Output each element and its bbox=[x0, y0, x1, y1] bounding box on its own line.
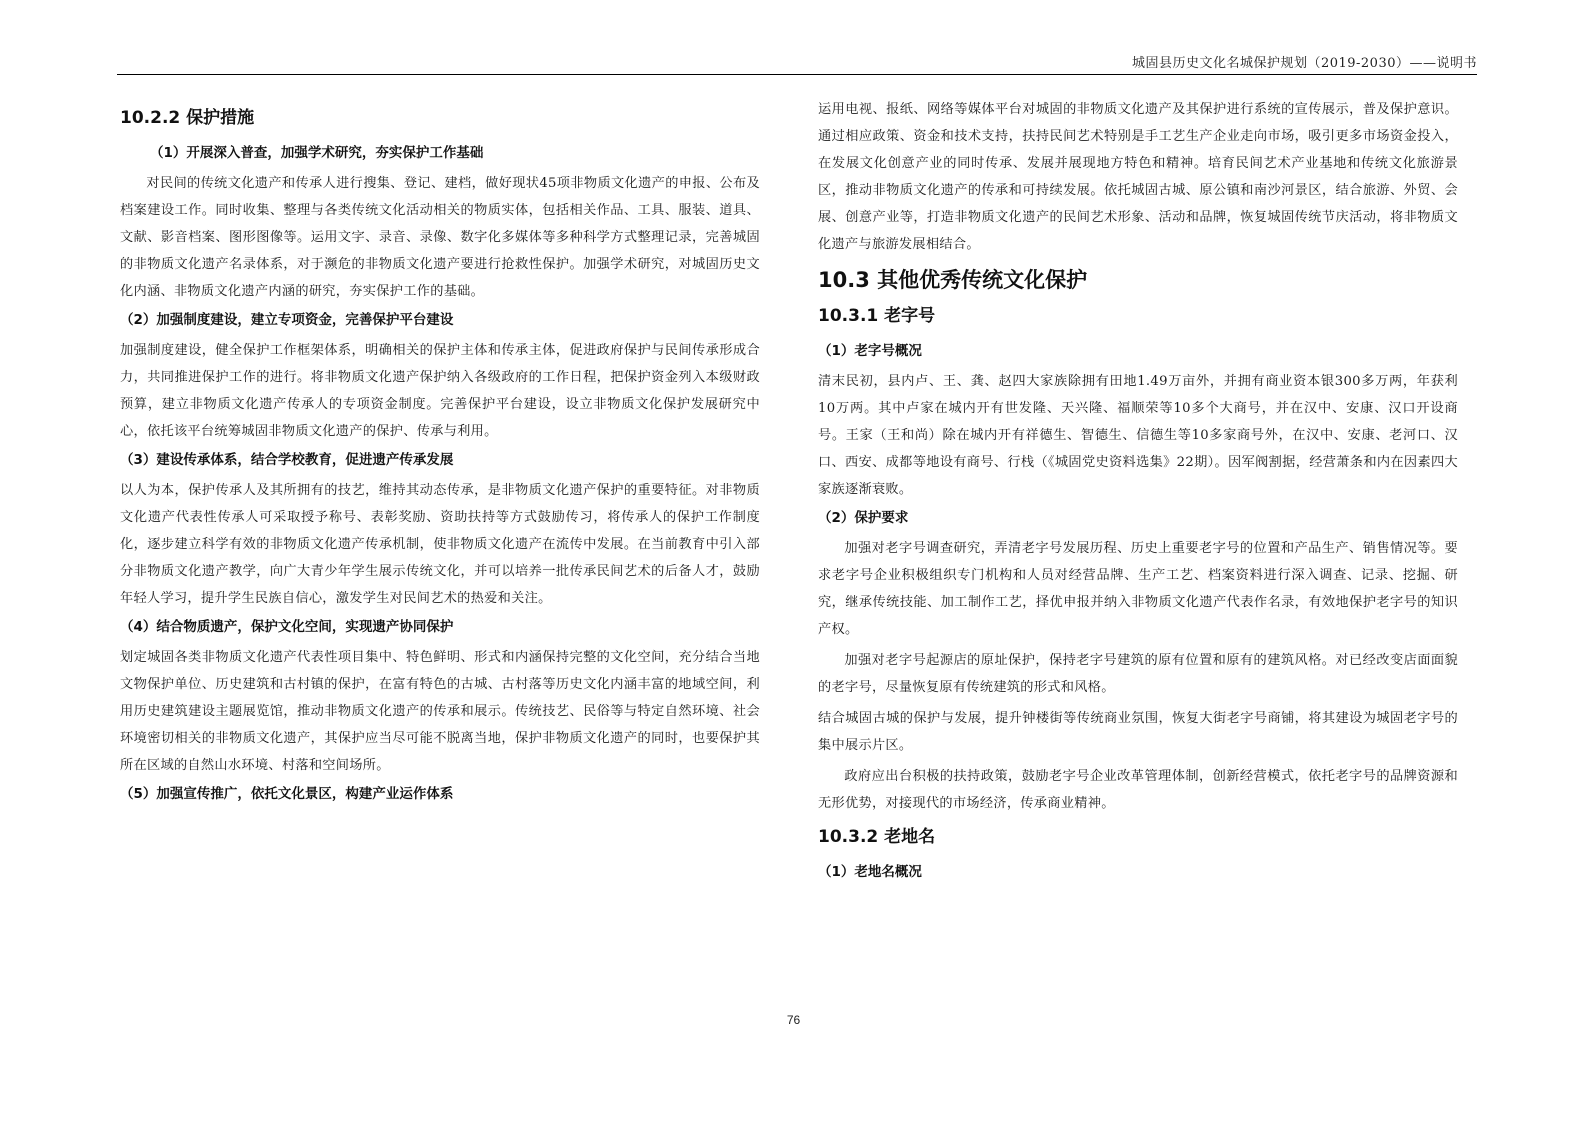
item2-heading: （2）加强制度建设，建立专项资金，完善保护平台建设 bbox=[120, 312, 454, 328]
protection-paragraph-2: 加强对老字号起源店的原址保护，保持老字号建筑的原有位置和原有的建筑风格。对已经改变店面面貌的老字号，尽量恢复原有传统建筑的形式和风格。 bbox=[818, 653, 1458, 695]
section-heading-10-2-2: 10.2.2 保护措施 bbox=[120, 108, 255, 128]
header-divider bbox=[117, 74, 1477, 75]
page-number: 76 bbox=[786, 1013, 801, 1027]
item5-heading: （5）加强宣传推广，依托文化景区，构建产业运作体系 bbox=[120, 786, 454, 802]
subsection2-item1-heading: （1）老地名概况 bbox=[818, 864, 922, 880]
item4-paragraph: 划定城固各类非物质文化遗产代表性项目集中、特色鲜明、形式和内涵保持完整的文化空间，充分结合当地文物保护单位、历史建筑和古村镇的保护，在富有特色的古城、古村落等历史文化内涵丰富的地域空间，利用历史建筑建设主题展览馆，推动非物质文化遗产的传承和展示。传统技艺、民俗等与特定自然环境、社会环境密切相关的非物质文化遗产，其保护应当尽可能不脱离当地，保护非物质文化遗产的同时，也要保护其所在区域的自然山水环境、村落和空间场所。 bbox=[120, 650, 760, 773]
item1-heading: （1）开展深入普查，加强学术研究，夯实保护工作基础 bbox=[150, 145, 484, 161]
subsection1-item2-heading: （2）保护要求 bbox=[818, 510, 909, 526]
item2-paragraph: 加强制度建设，健全保护工作框架体系，明确相关的保护主体和传承主体，促进政府保护与民间传承形成合力，共同推进保护工作的进行。将非物质文化遗产保护纳入各级政府的工作日程，把保护资金列入本级财政预算，建立非物质文化遗产传承人的专项资金制度。完善保护平台建设，设立非物质文化保护发展研究中心，依托该平台统筹城固非物质文化遗产的保护、传承与利用。 bbox=[120, 343, 760, 439]
item4-heading: （4）结合物质遗产，保护文化空间，实现遗产协同保护 bbox=[120, 619, 454, 635]
subsection-heading-10-3-2: 10.3.2 老地名 bbox=[818, 827, 936, 847]
section-heading-10-3: 10.3 其他优秀传统文化保护 bbox=[818, 268, 1088, 292]
right-column bbox=[818, 96, 1458, 889]
subsection1-item1-paragraph: 清末民初，县内卢、王、龚、赵四大家族除拥有田地1.49万亩外，并拥有商业资本银300多万两，年获利10万两。其中卢家在城内开有世发隆、天兴隆、福顺荣等10多个大商号，并在汉中、安康、汉口开设商号。王家（王和尚）除在城内开有祥德生、智德生、信德生等10多家商号外，在汉中、安康、老河口、汉口、西安、成都等地设有商号、行栈（《城固党史资料选集》22期）。因军阀割据，经营萧条和内在因素四大家族逐渐衰败。 bbox=[818, 374, 1458, 497]
item3-heading: （3）建设传承体系，结合学校教育，促进遗产传承发展 bbox=[120, 452, 454, 468]
subsection1-item1-heading: （1）老字号概况 bbox=[818, 343, 922, 359]
item1-paragraph: 对民间的传统文化遗产和传承人进行搜集、登记、建档，做好现状45项非物质文化遗产的申报、公布及档案建设工作。同时收集、整理与各类传统文化活动相关的物质实体，包括相关作品、工具、服装、道具、文献、影音档案、图形图像等。运用文字、录音、录像、数字化多媒体等多种科学方式整理记录，完善城固的非物质文化遗产名录体系，对于濒危的非物质文化遗产要进行抢救性保护。加强学术研究，对城固历史文化内涵、非物质文化遗产内涵的研究，夯实保护工作的基础。 bbox=[120, 176, 760, 299]
document-title-header: 城固县历史文化名城保护规划（2019-2030）——说明书 bbox=[1131, 56, 1477, 71]
item3-paragraph: 以人为本，保护传承人及其所拥有的技艺，维持其动态传承，是非物质文化遗产保护的重要特征。对非物质文化遗产代表性传承人可采取授予称号、表彰奖励、资助扶持等方式鼓励传习，将传承人的保护工作制度化，逐步建立科学有效的非物质文化遗产传承机制，使非物质文化遗产在流传中发展。在当前教育中引入部分非物质文化遗产教学，向广大青少年学生展示传统文化，并可以培养一批传承民间艺术的后备人才，鼓励年轻人学习，提升学生民族自信心，激发学生对民间艺术的热爱和关注。 bbox=[120, 483, 760, 606]
protection-paragraph-4: 政府应出台积极的扶持政策，鼓励老字号企业改革管理体制，创新经营模式，依托老字号的品牌资源和无形优势，对接现代的市场经济，传承商业精神。 bbox=[818, 769, 1458, 811]
protection-paragraph-3: 结合城固古城的保护与发展，提升钟楼街等传统商业氛围，恢复大街老字号商铺，将其建设为城固老字号的集中展示片区。 bbox=[818, 711, 1458, 753]
protection-paragraph-1: 加强对老字号调查研究，弄清老字号发展历程、历史上重要老字号的位置和产品生产、销售情况等。要求老字号企业积极组织专门机构和人员对经营品牌、生产工艺、档案资料进行深入调查、记录、挖掘、研究，继承传统技能、加工制作工艺，择优申报并纳入非物质文化遗产代表作名录，有效地保护老字号的知识产权。 bbox=[818, 541, 1458, 637]
item5-continued-paragraph: 运用电视、报纸、网络等媒体平台对城固的非物质文化遗产及其保护进行系统的宣传展示，普及保护意识。通过相应政策、资金和技术支持，扶持民间艺术特别是手工艺生产企业走向市场，吸引更多市场资金投入，在发展文化创意产业的同时传承、发展并展现地方特色和精神。培育民间艺术产业基地和传统文化旅游景区，推动非物质文化遗产的传承和可持续发展。依托城固古城、原公镇和南沙河景区，结合旅游、外贸、会展、创意产业等，打造非物质文化遗产的民间艺术形象、活动和品牌，恢复城固传统节庆活动，将非物质文化遗产与旅游发展相结合。 bbox=[818, 102, 1458, 252]
subsection-heading-10-3-1: 10.3.1 老字号 bbox=[818, 306, 936, 326]
left-column bbox=[120, 98, 760, 811]
